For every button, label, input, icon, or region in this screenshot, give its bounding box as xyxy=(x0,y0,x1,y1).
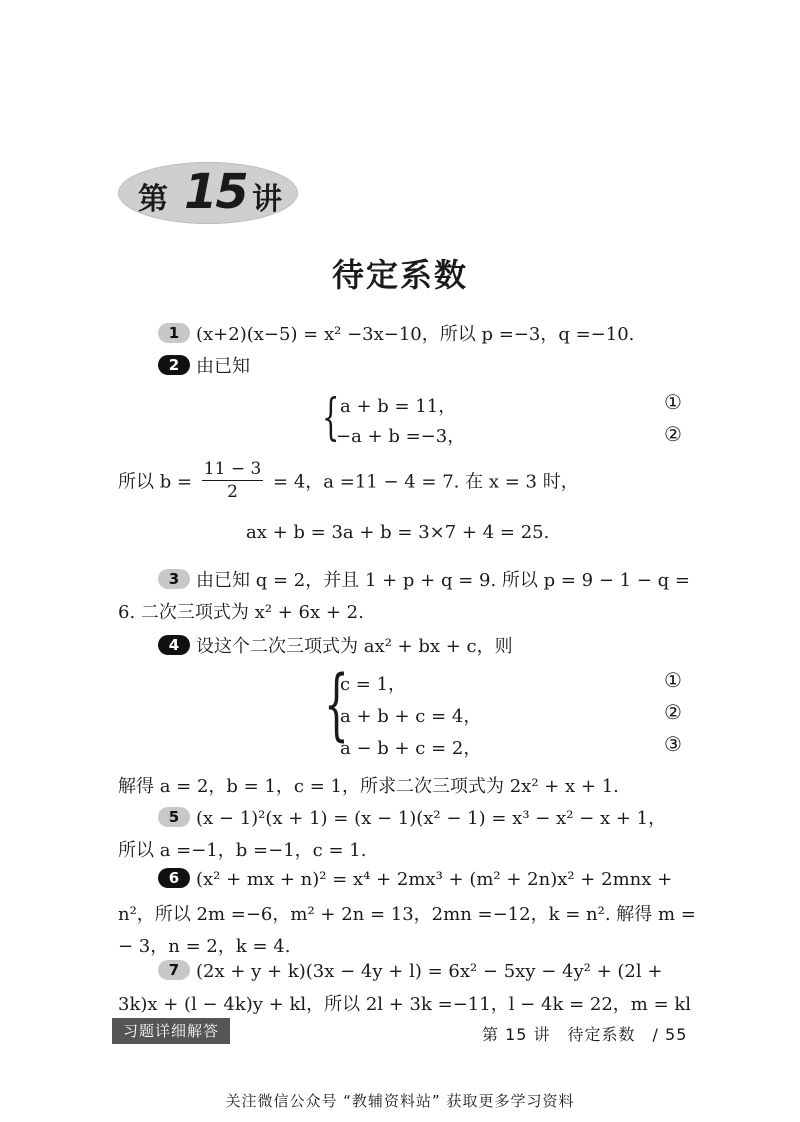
page-title: 待定系数 xyxy=(331,256,468,294)
footer-page-info: 第 15 讲 待定系数 / 55 xyxy=(482,1025,688,1044)
bottom-watermark-note: 关注微信公众号 “教辅资料站” 获取更多学习资料 xyxy=(225,1092,575,1110)
problem-6 xyxy=(158,868,672,890)
chapter-badge xyxy=(118,162,298,224)
brace: { xyxy=(322,388,340,446)
problem-intro: 设这个二次三项式为 ax² + bx + c，则 xyxy=(196,636,513,657)
equation: a + b = 11， xyxy=(340,396,457,417)
result-line: ax + b = 3a + b = 3×7 + 4 = 25. xyxy=(246,522,550,543)
text-fragment: = 4，a =11 − 4 = 7. 在 x = 3 时， xyxy=(273,471,579,493)
equation: a − b + c = 2， xyxy=(340,738,482,759)
solution-line: 解得 a = 2，b = 1，c = 1，所求二次三项式为 2x² + x + 1. xyxy=(118,776,619,797)
problem-7 xyxy=(158,960,662,982)
problem-text-cont: n²，所以 2m =−6，m² + 2n = 13，2mn =−12，k = n². 解得 m = xyxy=(118,904,696,925)
problem-5 xyxy=(158,804,666,830)
problem-text-cont: 所以 a =−1，b =−1，c = 1. xyxy=(118,840,367,861)
equation: −a + b =−3， xyxy=(336,426,466,447)
problem-text-cont: 3k)x + (l − 4k)y + kl，所以 2l + 3k =−11，l − 4k = 22，m = kl xyxy=(118,994,692,1015)
problem-number: 2 xyxy=(158,355,190,375)
equation: a + b + c = 4， xyxy=(340,706,482,727)
equation-marker: ② xyxy=(664,422,682,446)
problem-number: 7 xyxy=(158,960,190,980)
problem-text: 由已知 q = 2，并且 1 + p + q = 9. 所以 p = 9 − 1 − q = xyxy=(196,570,690,591)
solution-line xyxy=(118,458,579,503)
chapter-suffix: 讲 xyxy=(252,182,282,217)
equation-marker: ② xyxy=(664,700,682,724)
problem-text: (x² + mx + n)² = x⁴ + 2mx³ + (m² + 2n)x² + 2mnx + xyxy=(196,869,673,890)
chapter-number: 15 xyxy=(184,164,247,220)
problem-number: 3 xyxy=(158,569,190,589)
equation: c = 1， xyxy=(340,674,407,695)
text-fragment: 所以 b = xyxy=(118,471,193,493)
problem-number: 6 xyxy=(158,868,190,888)
problem-text: (2x + y + k)(3x − 4y + l) = 6x² − 5xy − 4y² + (2l + xyxy=(196,961,663,982)
problem-2 xyxy=(158,352,250,378)
problem-4 xyxy=(158,632,513,658)
fraction-denominator: 2 xyxy=(227,482,238,502)
problem-number: 5 xyxy=(158,807,190,827)
problem-3 xyxy=(158,566,690,592)
problem-1 xyxy=(158,320,634,346)
chapter-prefix: 第 xyxy=(138,182,168,217)
problem-text: (x+2)(x−5) = x² −3x−10，所以 p =−3，q =−10. xyxy=(196,324,635,345)
problem-text-cont: 6. 二次三项式为 x² + 6x + 2. xyxy=(118,602,364,623)
problem-text-cont: − 3，n = 2，k = 4. xyxy=(118,936,291,957)
fraction-numerator: 11 − 3 xyxy=(203,459,262,479)
problem-text: (x − 1)²(x + 1) = (x − 1)(x² − 1) = x³ − x² − x + 1， xyxy=(196,808,667,829)
equation-marker: ① xyxy=(664,668,682,692)
equation-marker: ③ xyxy=(664,732,682,756)
problem-number: 4 xyxy=(158,635,190,655)
problem-number: 1 xyxy=(158,323,190,343)
fraction xyxy=(202,458,264,503)
brace: { xyxy=(324,660,349,750)
equation-marker: ① xyxy=(664,390,682,414)
problem-intro: 由已知 xyxy=(196,356,250,377)
footer-section-label: 习题详细解答 xyxy=(112,1018,230,1044)
